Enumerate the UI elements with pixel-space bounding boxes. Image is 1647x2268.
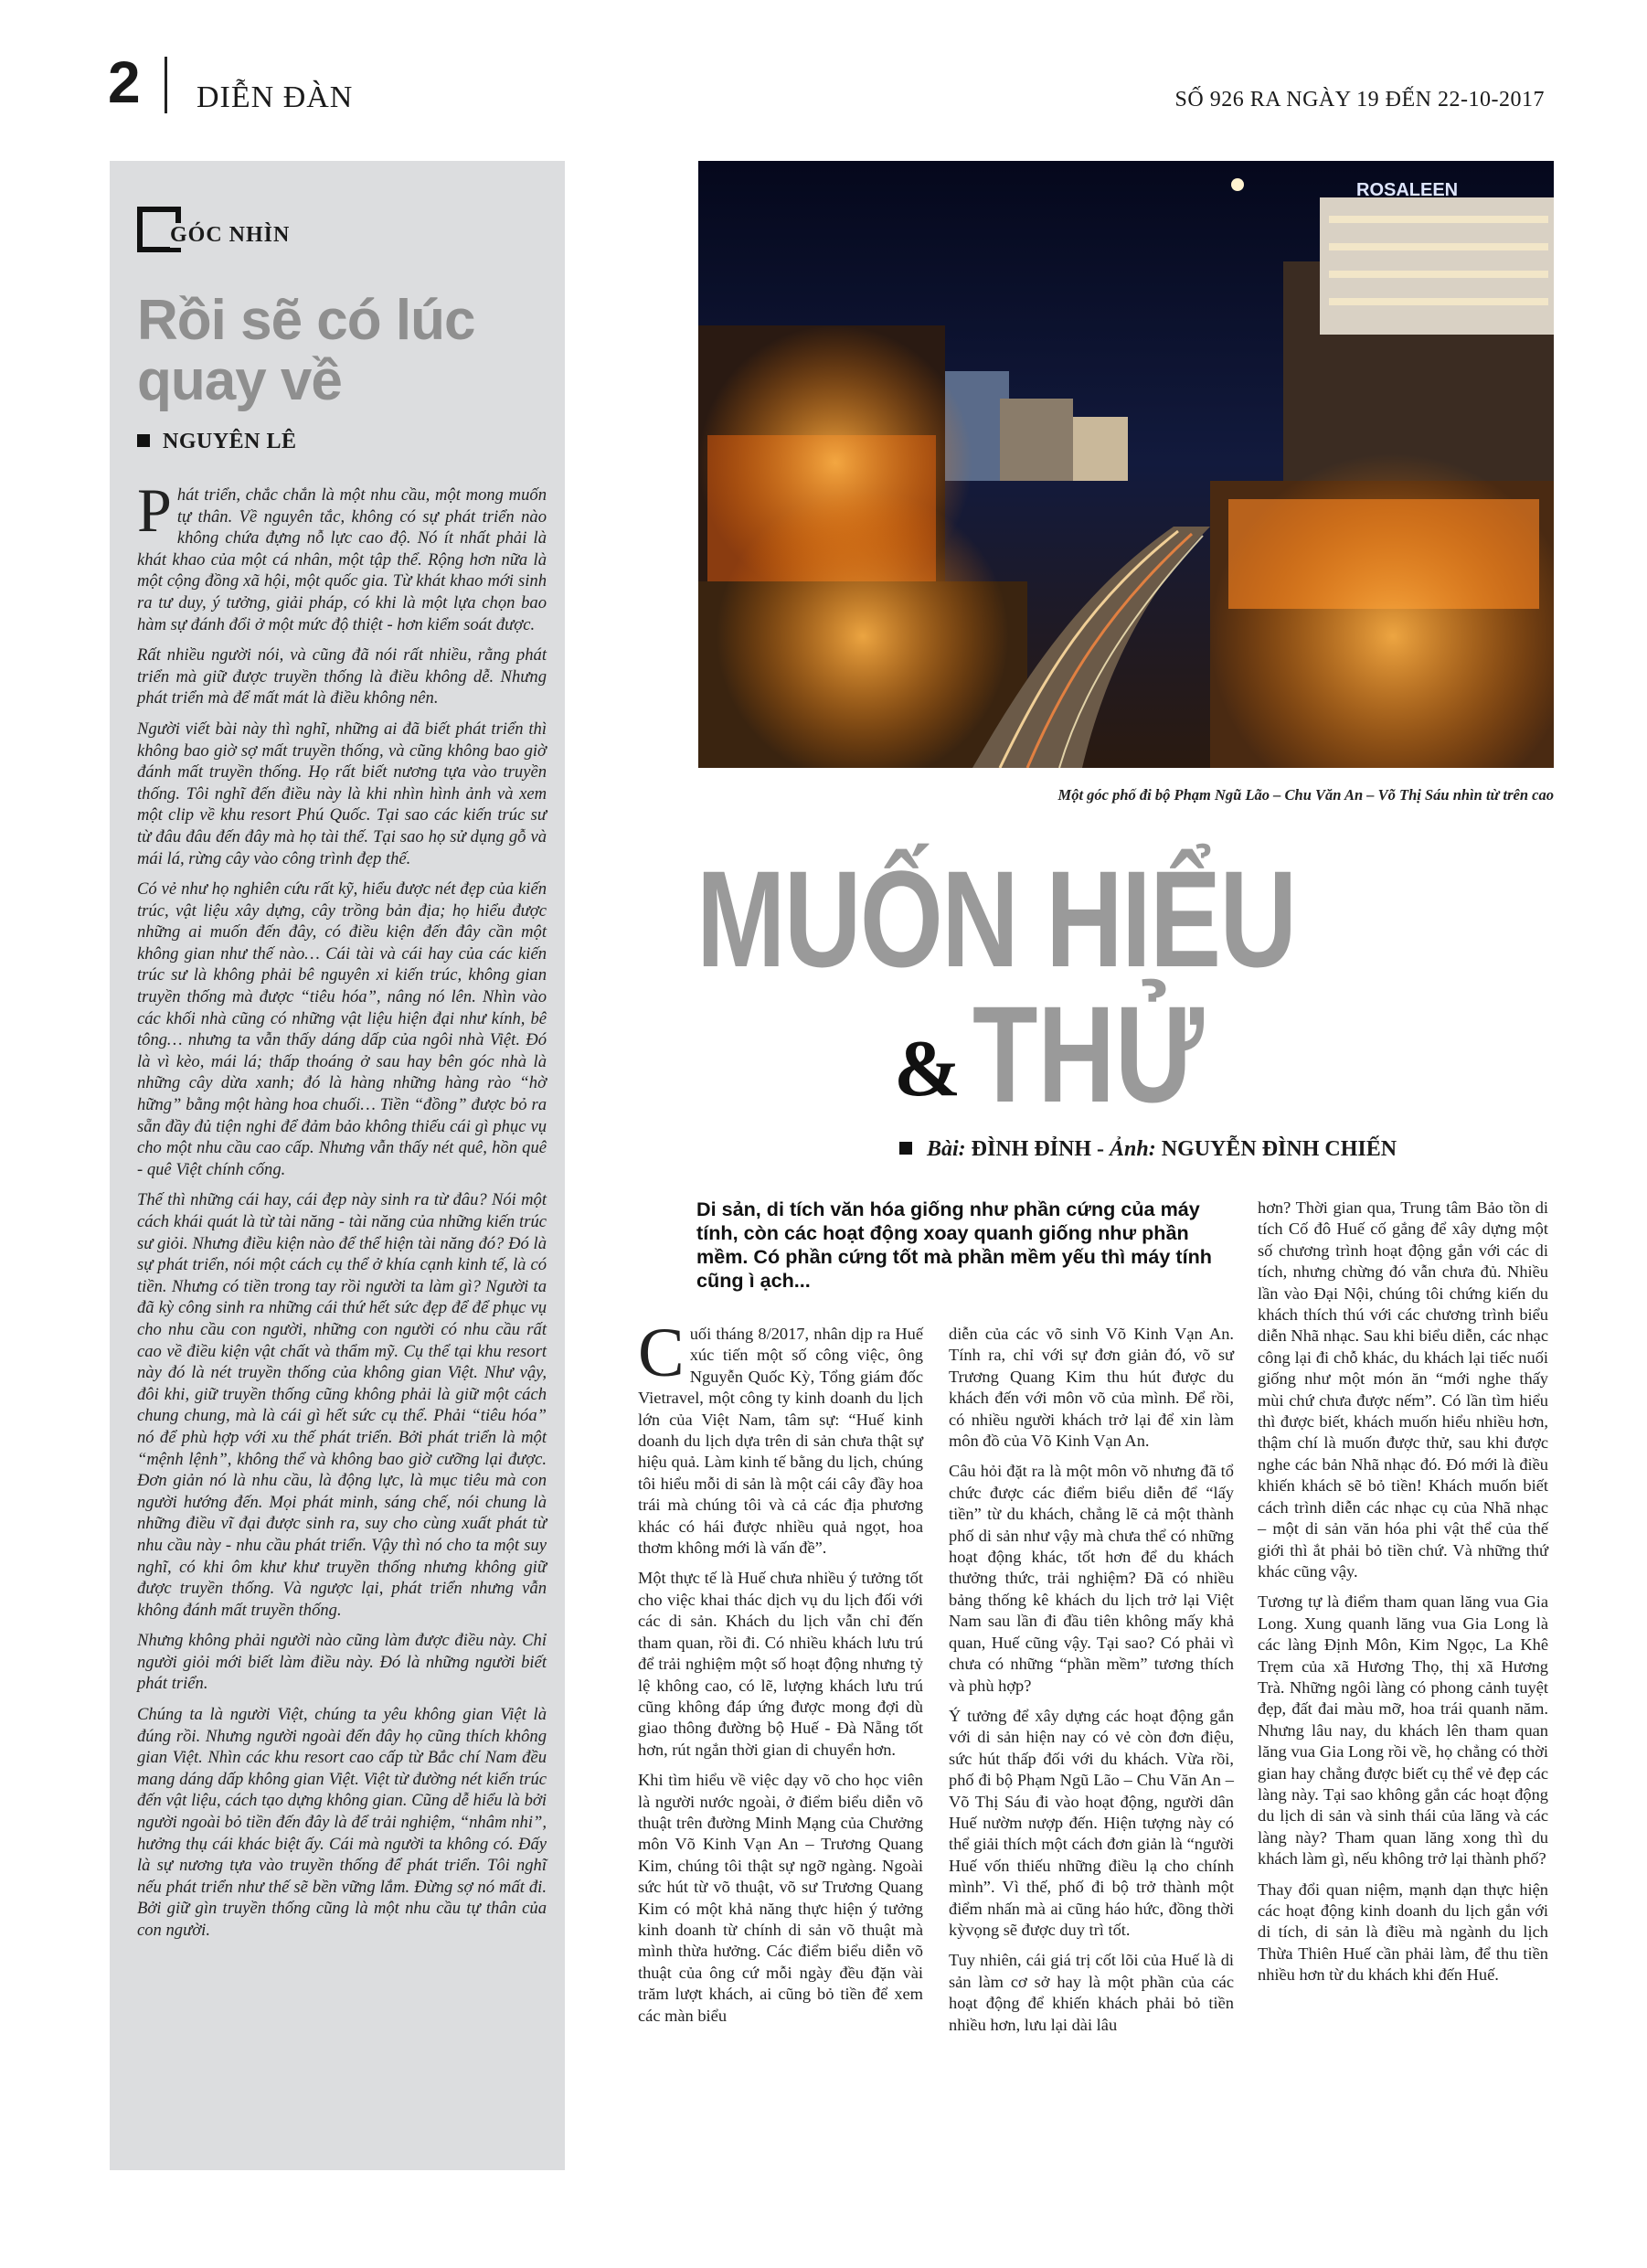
byline-author: ĐÌNH ĐỈNH xyxy=(971,1137,1092,1161)
sidebar-paragraph: Người viết bài này thì nghĩ, những ai đã biết phát triển thì không bao giờ sợ mất truyền thống, và cũng không bao giờ đánh mất truyền thống. Họ rất biết nương tựa vào truyền thống. Tôi nghĩ đến điều này là khi nhìn hình ảnh và xem một clip về khu resort Phú Quốc. Tại sao các kiến trúc sư từ đâu đâu đến đây mà họ tài thế. Tại sao họ sử dụng gỗ và mái lá, rừng cây vào công trình đẹp thế. xyxy=(137,719,547,868)
byline-bai-label: Bài: xyxy=(927,1137,966,1161)
street-photo xyxy=(698,161,1554,768)
byline-photographer: NGUYỄN ĐÌNH CHIẾN xyxy=(1161,1137,1397,1161)
sidebar-title: Rồi sẽ có lúc quay về xyxy=(137,289,475,412)
headline-ampersand: & xyxy=(894,1025,962,1113)
byline: Bài: ĐÌNH ĐỈNH - Ảnh: NGUYỄN ĐÌNH CHIẾN xyxy=(899,1137,1397,1162)
article-paragraph: Khi tìm hiểu về việc dạy võ cho học viên là người nước ngoài, ở điểm biểu diễn võ thuật trên đường Minh Mạng của Chưởng môn Võ Kinh Vạn An – Trương Quang Kim, chúng tôi thật sự ngỡ ngàng. Ngoài sức hút từ võ thuật, võ sư Trương Quang Kim có một khả năng thực hiện ý tưởng kinh doanh từ chính di sản võ thuật mà mình thừa hưởng. Các điểm biểu diễn võ thuật của ông cứ mỗi ngày đều đặn vài trăm lượt khách, ai cũng bỏ tiền để xem các màn biểu xyxy=(638,1771,923,2025)
sidebar-body xyxy=(137,475,547,1951)
byline-anh-label: Ảnh: xyxy=(1110,1137,1156,1161)
bullet-square-icon xyxy=(137,434,150,447)
section-name: DIỄN ĐÀN xyxy=(197,80,354,114)
headline-line-1: MUỐN HIỂU xyxy=(696,842,1296,996)
article-column-3 xyxy=(1258,1198,1548,1996)
issue-info: SỐ 926 RA NGÀY 19 ĐẾN 22-10-2017 xyxy=(1174,88,1545,112)
article-paragraph: Ý tưởng để xây dựng các hoạt động gắn với di sản hiện nay có vẻ còn đơn điệu, sức hút thấp đối với du khách. Vừa rồi, phố đi bộ Phạm Ngũ Lão – Chu Văn An – Võ Thị Sáu đi vào hoạt động, người dân Huế nườm nượp đến. Hiện tượng này có thể giải thích một cách đơn giản là “người Huế vốn thiếu những điều lạ cho chính mình”. Vì thế, phố đi bộ trở thành một điểm nhấn mà ai cũng háo hức, đồng thời kỳvọng sẽ được duy trì tốt. xyxy=(949,1706,1234,1939)
article-paragraph: Câu hỏi đặt ra là một môn võ nhưng đã tổ chức được các điểm biểu diễn để “lấy tiền” từ du khách, chẳng lẽ cả một thành phố di sản như vậy mà chưa thể có những hoạt động khác, tốt hơn để du khách thưởng thức, trải nghiệm? Đã có nhiều bảng thống kê khách du lịch trở lại Việt Nam sau lần đi đầu tiên không mấy khả quan, Huế cũng vậy. Tại sao? Có phải vì chưa có những “phần mềm” tương thích và phù hợp? xyxy=(949,1462,1234,1695)
article-column-2 xyxy=(949,1324,1234,2045)
article-lead: Di sản, di tích văn hóa giống như phần cứng của máy tính, còn các hoạt động xoay quanh giống như phần mềm. Có phần cứng tốt mà phần mềm yếu thì máy tính cũng ì ạch... xyxy=(696,1198,1212,1292)
article-paragraph: Tuy nhiên, cái giá trị cốt lõi của Huế là di sản làm cơ sở hay là một phần của các hoạt động để khiến khách phải bỏ tiền nhiều hơn, lưu lại dài lâu xyxy=(949,1951,1234,2034)
sidebar-paragraph: Nhưng không phải người nào cũng làm được điều này. Chỉ người giỏi mới biết làm điều này. Đó là những người biết phát triển. xyxy=(137,1631,547,1694)
sidebar-paragraph: Phát triển, chắc chắn là một nhu cầu, một mong muốn tự thân. Về nguyên tắc, không có sự phát triển nào không chứa đựng nỗ lực cao độ. Nó ít nhất phải là khát khao của một cá nhân, một tập thể. Rộng hơn nữa là một cộng đồng xã hội, một quốc gia. Từ khát khao mới sinh ra tư duy, ý tưởng, giải pháp, có khi là một lựa chọn bao hàm sự đánh đổi ở một mức độ thiệt - hơn kiểm soát được. xyxy=(137,475,547,634)
hotel-sign: ROSALEEN xyxy=(1356,180,1459,200)
night-street-illustration xyxy=(698,161,1554,768)
sidebar-paragraph: Thế thì những cái hay, cái đẹp này sinh ra từ đâu? Nói một cách khái quát là từ tài năng - tài năng của những kiến trúc sư giỏi. Nhưng điều kiện nào để thể hiện tài năng đó? Đó là sự phát triển, nói một cách cụ thể ở khía cạnh kinh tế, là có tiền. Nhưng có tiền trong tay rồi người ta làm gì? Người ta đã kỳ công sinh ra những cái thứ hết sức đẹp để để phục vụ cho nhu cầu con người, những con người có nhu cầu rất cao về điều kiện vật chất và thẩm mỹ. Cụ thể tại khu resort này đó là nét truyền thống của không gian Việt. Như vậy, đôi khi, giữ truyền thống cũng không phải là giữ một cách chung chung, mà là cái gì hết sức cụ thể. Phải “tiêu hóa” nó để phù hợp với xu thế phát triển. Bởi phát triển là một “mệnh lệnh”, không thể và không bao giờ cưỡng lại được. Đơn giản nó là nhu cầu, là động lực, là mục tiêu mà con người hướng đến. Mọi phát minh, sáng chế, nói chung là những điều vĩ đại được sinh ra, suy cho cùng xuất phát từ nhu cầu này - nhu cầu phát triển. Vậy thì nó cho ta một suy nghĩ, có khi ôm khư khư truyền thống nhưng không giữ được truyền thống. Và ngược lại, phát triển nhưng vẫn không đánh mất truyền thống. xyxy=(137,1190,547,1620)
article-paragraph: Thay đổi quan niệm, mạnh dạn thực hiện các hoạt động kinh doanh du lịch gắn với di tích, di sản là điều mà ngành du lịch Thừa Thiên Huế cần phải làm, để thu tiền nhiều hơn từ du khách khi đến Huế. xyxy=(1258,1879,1548,1985)
article-paragraph: Một thực tế là Huế chưa nhiều ý tưởng tốt cho việc khai thác dịch vụ du lịch đối với các di sản. Khách du lịch vẫn chỉ đến tham quan, rồi đi. Có nhiều khách lưu trú để trải nghiệm một số hoạt động nhưng tỷ lệ không cao, có lẽ, lượng khách lưu trú cũng không đáp ứng được mong đợi dù giao thông đường bộ Huế - Đà Nẵng tốt hơn, rút ngắn thời gian di chuyển hơn. xyxy=(638,1569,923,1759)
article-paragraph: hơn? Thời gian qua, Trung tâm Bảo tồn di tích Cố đô Huế cố gắng để xây dựng một số chương trình hoạt động gắn với các di tích, nhưng chừng đó vẫn chưa đủ. Nhiều lần vào Đại Nội, chúng tôi chứng kiến du khách thích thú với các chương trình biểu diễn Nhã nhạc. Sau khi biểu diễn, các nhạc công lại đi chỗ khác, du khách lại tiếc nuối giống như một món ăn “mới nghe thấy mùi chứ chưa được nếm”. Có lần tìm hiểu thì được biết, khách muốn hiểu nhiều hơn, thậm chí là muốn được thử, sau khi được nghe các bản Nhã nhạc đó. Đó mới là điều khiến khách sẽ bỏ tiền! Khách muốn biết cách trình diễn các nhạc cụ của Nhã nhạc – một di sản văn hóa phi vật thể của thế giới thì ắt phải bỏ tiền chứ. Và những thứ khác cũng vậy. xyxy=(1258,1198,1548,1581)
header-divider xyxy=(165,57,167,113)
article-paragraph: Tương tự là điểm tham quan lăng vua Gia Long. Xung quanh lăng vua Gia Long là các làng Định Môn, Kim Ngọc, La Khê Trẹm của xã Hương Thọ, thị xã Hương Trà. Những ngôi làng có phong cảnh tuyệt đẹp, đất đai màu mỡ, hoa trái quanh năm. Nhưng lâu nay, du khách lên tham quan lăng vua Gia Long rồi về, họ chẳng có thời gian hay chẳng được biết cụ thể vẻ đẹp các làng này. Tại sao không gắn các hoạt động du lịch di sản và sinh thái của lăng và các làng này? Tham quan lăng xong thì du khách làm gì, nếu không trở lại thành phố? xyxy=(1258,1592,1548,1869)
sidebar-paragraph: Rất nhiều người nói, và cũng đã nói rất nhiều, rằng phát triển mà giữ được truyền thống là điều không dễ. Nhưng phát triển mà để mất mát là điều không nên. xyxy=(137,645,547,708)
sidebar-author xyxy=(137,430,297,454)
headline-line-2: THỬ xyxy=(972,977,1205,1131)
page-number: 2 xyxy=(108,49,141,115)
sidebar-author-name: NGUYÊN LÊ xyxy=(163,430,297,453)
article-paragraph: Cuối tháng 8/2017, nhân dịp ra Huế xúc tiến một số công việc, ông Nguyễn Quốc Kỳ, Tổng giám đốc Vietravel, một công ty kinh doanh du lịch lớn của Việt Nam, tâm sự: “Huế kinh doanh du lịch dựa trên di sản chưa thật sự hiệu quả. Làm kinh tế bằng du lịch, chúng tôi hiểu mỗi di sản là một cái cây đầy hoa trái mà chúng tôi và cả các địa phương khác có hái được nhiều quả ngọt, hoa thơm không mới là vấn đề”. xyxy=(638,1315,923,1558)
sidebar-paragraph: Có vẻ như họ nghiên cứu rất kỹ, hiểu được nét đẹp của kiến trúc, vật liệu xây dựng, cây trồng bản địa; họ hiểu được những ai muốn đến đây, có điều kiện đến đây cần một không gian như thế nào… Cái tài và cái hay của các kiến trúc sư là không phải bê nguyên xi kiến trúc, không gian truyền thống mà được “tiêu hóa”, nâng nó lên. Nhìn vào các khối nhà cũng có những vật liệu hiện đại như kính, bê tông… nhưng ta vẫn thấy dáng dấp của ngôi nhà Việt. Đó là vì kèo, mái lá; thấp thoáng ở sau hay bên góc nhà là những cây dừa xanh; đó là hàng những hàng rào “hờ hững” bằng một hàng hoa chuối… Tiền “đồng” được bỏ ra sẵn đầy đủ tiện nghi để đảm bảo không thiếu cái gì phục vụ cho một nhu cầu cao cấp. Nhưng vẫn thấy nét quê, hồn quê - quê Việt chính cống. xyxy=(137,879,547,1179)
sidebar-paragraph: Chúng ta là người Việt, chúng ta yêu không gian Việt là đúng rồi. Nhưng người ngoài đến đây họ cũng thích không gian Việt. Nhìn các khu resort cao cấp từ Bắc chí Nam đều mang dáng dấp không gian Việt. Việt từ đường nét kiến trúc đến vật liệu, cách tạo dựng không gian. Cũng dễ hiểu là bởi người ngoài bỏ tiền đến đây là để trải nghiệm, “nhâm nhi”, hưởng thụ cái khác biệt ấy. Cái mà người ta không có. Đấy là sự nương tựa vào truyền thống để phát triển. Tôi nghĩ nếu phát triển như thế sẽ bền vững lắm. Đừng sợ nó mất đi. Bởi giữ gìn truyền thống cũng là một nhu cầu tự thân của con người. xyxy=(137,1705,547,1940)
article-paragraph: diễn của các võ sinh Võ Kinh Vạn An. Tính ra, chỉ với sự đơn giản đó, võ sư Trương Quang Kim thu hút được du khách đến với môn võ của mình. Để rồi, có nhiều người khách trở lại để xin làm môn đồ của Võ Kinh Vạn An. xyxy=(949,1325,1234,1451)
article-column-1 xyxy=(638,1315,923,2036)
bullet-square-icon xyxy=(899,1142,912,1155)
column-label: GÓC NHÌN xyxy=(170,223,293,248)
photo-caption: Một góc phố đi bộ Phạm Ngũ Lão – Chu Văn An – Võ Thị Sáu nhìn từ trên cao xyxy=(1057,786,1554,804)
